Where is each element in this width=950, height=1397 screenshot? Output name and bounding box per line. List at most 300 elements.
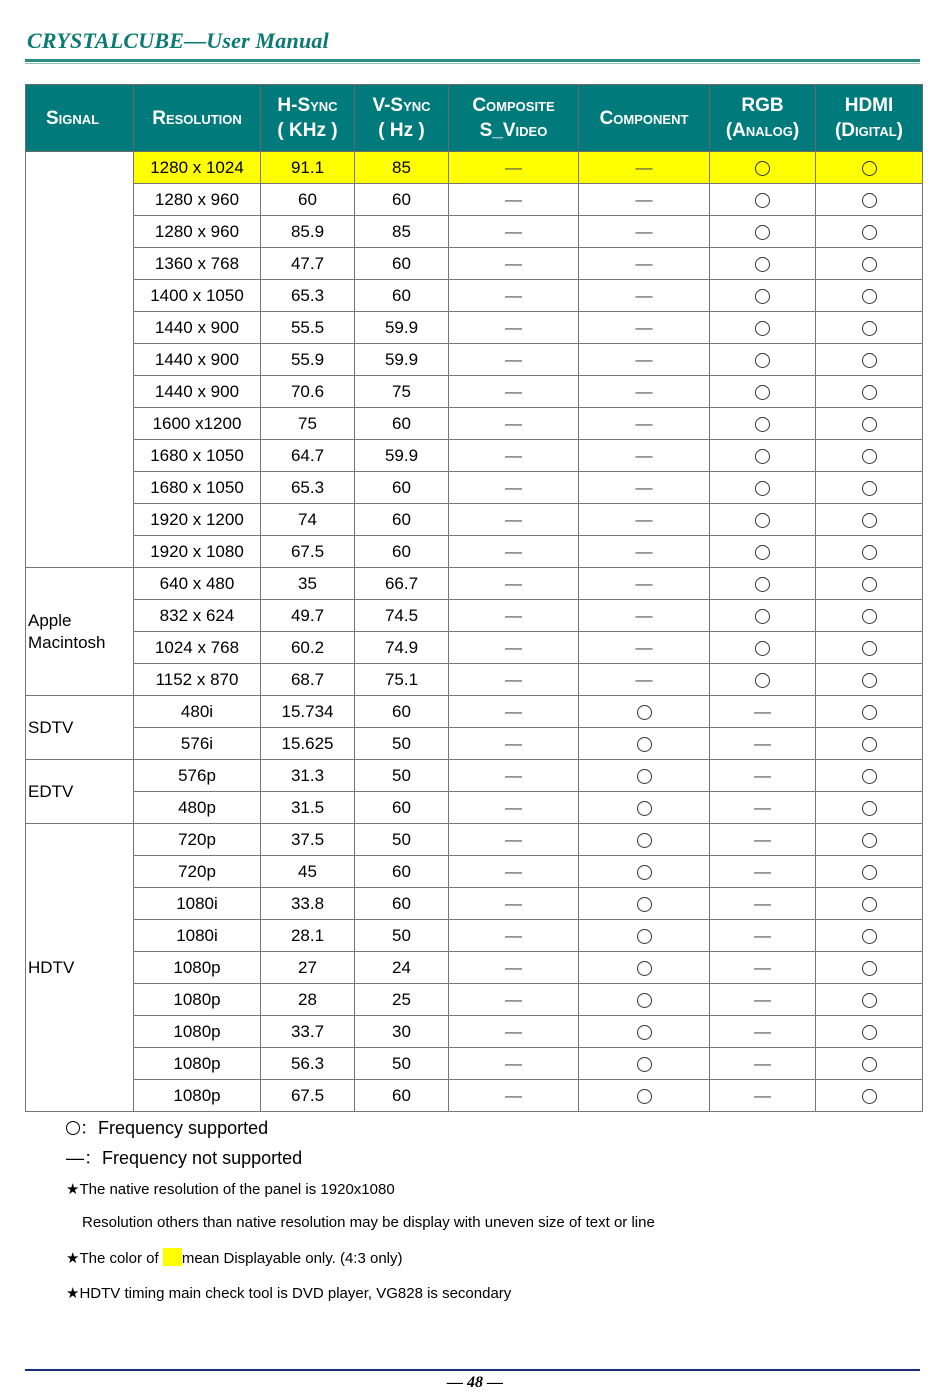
component-cell (579, 280, 710, 312)
hdmi-cell (816, 504, 923, 536)
component-cell (579, 152, 710, 184)
component-cell (579, 344, 710, 376)
legend-not-supported: —：Frequency not supported (66, 1148, 303, 1168)
rgb-cell (710, 728, 816, 760)
vsync-cell: 60 (355, 280, 449, 312)
dash-symbol: — (505, 733, 522, 753)
dash-symbol: — (505, 701, 522, 721)
hdmi-cell (816, 280, 923, 312)
hdmi-cell (816, 440, 923, 472)
component-cell (579, 312, 710, 344)
composite-cell (449, 1048, 579, 1080)
hdmi-cell (816, 760, 923, 792)
circle-icon (862, 577, 877, 592)
circle-icon (637, 737, 652, 752)
hdmi-cell (816, 568, 923, 600)
rgb-cell (710, 408, 816, 440)
hsync-cell: 27 (261, 952, 355, 984)
circle-icon (755, 609, 770, 624)
signal-group-cell: SDTV (26, 696, 134, 760)
composite-cell (449, 632, 579, 664)
component-cell (579, 472, 710, 504)
dash-symbol: — (754, 925, 771, 945)
dash-symbol: — (505, 317, 522, 337)
resolution-cell: 1600 x1200 (134, 408, 261, 440)
circle-icon (755, 321, 770, 336)
circle-icon (862, 673, 877, 688)
rgb-cell (710, 216, 816, 248)
table-row (26, 728, 923, 760)
vsync-cell: 25 (355, 984, 449, 1016)
dash-symbol: — (505, 477, 522, 497)
hsync-cell: 35 (261, 568, 355, 600)
dash-symbol: — (505, 221, 522, 241)
hsync-cell: 45 (261, 856, 355, 888)
rgb-cell (710, 376, 816, 408)
resolution-cell: 1080p (134, 1080, 261, 1112)
component-cell (579, 696, 710, 728)
document-header-title: CRYSTALCUBE—User Manual (27, 28, 329, 53)
vsync-cell: 60 (355, 1080, 449, 1112)
dash-symbol: — (635, 509, 653, 529)
table-row (26, 984, 923, 1016)
dash-symbol: — (505, 189, 522, 209)
resolution-cell: 480p (134, 792, 261, 824)
resolution-cell: 1440 x 900 (134, 376, 261, 408)
legend (66, 1115, 926, 1175)
dash-symbol: — (754, 893, 771, 913)
circle-icon (755, 353, 770, 368)
hsync-cell: 67.5 (261, 536, 355, 568)
dash-symbol: — (505, 253, 522, 273)
circle-icon (862, 225, 877, 240)
vsync-cell: 60 (355, 536, 449, 568)
composite-cell (449, 856, 579, 888)
hsync-cell: 67.5 (261, 1080, 355, 1112)
hsync-cell: 37.5 (261, 824, 355, 856)
header-rule-thin (25, 63, 920, 64)
table-row (26, 472, 923, 504)
table-row (26, 920, 923, 952)
vsync-cell: 50 (355, 728, 449, 760)
circle-icon (862, 961, 877, 976)
circle-icon (862, 161, 877, 176)
rgb-cell (710, 184, 816, 216)
dash-symbol: — (505, 797, 522, 817)
resolution-cell: 1024 x 768 (134, 632, 261, 664)
circle-icon (66, 1121, 80, 1135)
hdmi-cell (816, 248, 923, 280)
hsync-cell: 65.3 (261, 280, 355, 312)
hsync-cell: 60.2 (261, 632, 355, 664)
table-row (26, 1016, 923, 1048)
signal-group-cell: Apple Macintosh (26, 568, 134, 696)
table-row (26, 504, 923, 536)
signal-group-cell (26, 152, 134, 568)
circle-icon (862, 801, 877, 816)
component-cell (579, 920, 710, 952)
dash-symbol: — (505, 989, 522, 1009)
resolution-cell: 640 x 480 (134, 568, 261, 600)
circle-icon (637, 833, 652, 848)
hsync-cell: 85.9 (261, 216, 355, 248)
vsync-cell: 60 (355, 504, 449, 536)
resolution-cell: 1080p (134, 1048, 261, 1080)
vsync-cell: 60 (355, 408, 449, 440)
table-row (26, 696, 923, 728)
col-header-component: Component (579, 85, 710, 152)
component-cell (579, 568, 710, 600)
composite-cell (449, 888, 579, 920)
table-row (26, 280, 923, 312)
table-header-row (26, 85, 923, 152)
rgb-cell (710, 248, 816, 280)
dash-symbol: — (635, 285, 653, 305)
dash-symbol: — (505, 605, 522, 625)
hsync-cell: 28.1 (261, 920, 355, 952)
hsync-cell: 55.9 (261, 344, 355, 376)
resolution-cell: 1080i (134, 888, 261, 920)
circle-icon (862, 865, 877, 880)
dash-symbol: — (635, 573, 653, 593)
dash-symbol: — (635, 253, 653, 273)
table-row (26, 760, 923, 792)
dash-symbol: — (754, 797, 771, 817)
hdmi-cell (816, 344, 923, 376)
circle-icon (755, 225, 770, 240)
circle-icon (862, 769, 877, 784)
hdmi-cell (816, 920, 923, 952)
composite-cell (449, 568, 579, 600)
hdmi-cell (816, 536, 923, 568)
vsync-cell: 60 (355, 472, 449, 504)
composite-cell (449, 472, 579, 504)
dash-symbol: — (754, 1085, 771, 1105)
circle-icon (637, 865, 652, 880)
hdmi-cell (816, 824, 923, 856)
vsync-cell: 74.5 (355, 600, 449, 632)
composite-cell (449, 536, 579, 568)
signal-group-cell: EDTV (26, 760, 134, 824)
dash-symbol: — (505, 381, 522, 401)
circle-icon (862, 641, 877, 656)
circle-icon (862, 257, 877, 272)
dash-symbol: — (505, 349, 522, 369)
hdmi-cell (816, 216, 923, 248)
table-row (26, 408, 923, 440)
circle-icon (637, 801, 652, 816)
resolution-cell: 576p (134, 760, 261, 792)
component-cell (579, 1016, 710, 1048)
hsync-cell: 28 (261, 984, 355, 1016)
hdmi-cell (816, 472, 923, 504)
composite-cell (449, 920, 579, 952)
resolution-cell: 480i (134, 696, 261, 728)
resolution-cell: 1152 x 870 (134, 664, 261, 696)
dash-symbol: — (635, 189, 653, 209)
table-row (26, 376, 923, 408)
dash-symbol: — (754, 861, 771, 881)
hdmi-cell (816, 184, 923, 216)
component-cell (579, 984, 710, 1016)
component-cell (579, 664, 710, 696)
composite-cell (449, 728, 579, 760)
col-header-hdmi: HDMI (Digital) (816, 85, 923, 152)
hsync-cell: 15.734 (261, 696, 355, 728)
vsync-cell: 85 (355, 152, 449, 184)
vsync-cell: 59.9 (355, 440, 449, 472)
component-cell (579, 248, 710, 280)
circle-icon (862, 385, 877, 400)
circle-icon (755, 545, 770, 560)
vsync-cell: 24 (355, 952, 449, 984)
vsync-cell: 59.9 (355, 344, 449, 376)
dash-symbol: — (635, 477, 653, 497)
note-uneven-text: Resolution others than native resolution may be display with uneven size of text or line (82, 1214, 655, 1231)
table-row (26, 952, 923, 984)
table-row (26, 856, 923, 888)
circle-icon (862, 513, 877, 528)
vsync-cell: 75 (355, 376, 449, 408)
hdmi-cell (816, 1080, 923, 1112)
composite-cell (449, 984, 579, 1016)
hdmi-cell (816, 856, 923, 888)
composite-cell (449, 184, 579, 216)
dash-symbol: — (635, 669, 653, 689)
table-row (26, 344, 923, 376)
resolution-cell: 576i (134, 728, 261, 760)
resolution-cell: 720p (134, 856, 261, 888)
rgb-cell (710, 536, 816, 568)
vsync-cell: 66.7 (355, 568, 449, 600)
rgb-cell (710, 472, 816, 504)
composite-cell (449, 152, 579, 184)
dash-symbol: — (505, 509, 522, 529)
composite-cell (449, 216, 579, 248)
circle-icon (637, 929, 652, 944)
rgb-cell (710, 600, 816, 632)
vsync-cell: 60 (355, 248, 449, 280)
vsync-cell: 30 (355, 1016, 449, 1048)
hsync-cell: 56.3 (261, 1048, 355, 1080)
component-cell (579, 600, 710, 632)
component-cell (579, 536, 710, 568)
dash-symbol: — (505, 413, 522, 433)
composite-cell (449, 280, 579, 312)
circle-icon (637, 897, 652, 912)
component-cell (579, 856, 710, 888)
component-cell (579, 408, 710, 440)
component-cell (579, 824, 710, 856)
component-cell (579, 504, 710, 536)
hdmi-cell (816, 408, 923, 440)
circle-icon (862, 993, 877, 1008)
dash-symbol: — (505, 1085, 522, 1105)
hdmi-cell (816, 152, 923, 184)
circle-icon (755, 289, 770, 304)
vsync-cell: 75.1 (355, 664, 449, 696)
composite-cell (449, 824, 579, 856)
dash-symbol: — (635, 637, 653, 657)
resolution-cell: 1360 x 768 (134, 248, 261, 280)
vsync-cell: 85 (355, 216, 449, 248)
composite-cell (449, 1016, 579, 1048)
hdmi-cell (816, 664, 923, 696)
component-cell (579, 376, 710, 408)
hdmi-cell (816, 600, 923, 632)
dash-symbol: — (505, 925, 522, 945)
resolution-cell: 1080p (134, 1016, 261, 1048)
vsync-cell: 60 (355, 856, 449, 888)
table-row (26, 248, 923, 280)
col-header-resolution: Resolution (134, 85, 261, 152)
timing-table-body (26, 152, 923, 1112)
rgb-cell (710, 344, 816, 376)
dash-symbol: — (505, 1053, 522, 1073)
dash-symbol: — (505, 957, 522, 977)
note-highlight-color: ★The color of mean Displayable only. (4:3 only) (66, 1250, 403, 1267)
component-cell (579, 760, 710, 792)
rgb-cell (710, 824, 816, 856)
circle-icon (755, 481, 770, 496)
footer-rule (25, 1369, 920, 1371)
dash-symbol: — (754, 701, 771, 721)
circle-icon (755, 193, 770, 208)
col-header-vsync: V-Sync ( Hz ) (355, 85, 449, 152)
dash-symbol: — (635, 317, 653, 337)
composite-cell (449, 792, 579, 824)
resolution-cell: 1440 x 900 (134, 344, 261, 376)
rgb-cell (710, 1048, 816, 1080)
resolution-cell: 720p (134, 824, 261, 856)
vsync-cell: 60 (355, 888, 449, 920)
circle-icon (862, 833, 877, 848)
rgb-cell (710, 792, 816, 824)
resolution-cell: 1280 x 960 (134, 216, 261, 248)
table-row (26, 152, 923, 184)
col-header-signal: Signal (26, 85, 134, 152)
circle-icon (862, 737, 877, 752)
dash-symbol: — (505, 893, 522, 913)
circle-icon (755, 673, 770, 688)
table-row (26, 888, 923, 920)
rgb-cell (710, 760, 816, 792)
rgb-cell (710, 504, 816, 536)
vsync-cell: 50 (355, 760, 449, 792)
hdmi-cell (816, 888, 923, 920)
vsync-cell: 50 (355, 1048, 449, 1080)
col-header-composite: Composite S_Video (449, 85, 579, 152)
hsync-cell: 15.625 (261, 728, 355, 760)
circle-icon (637, 961, 652, 976)
table-row (26, 792, 923, 824)
rgb-cell (710, 952, 816, 984)
table-row (26, 1080, 923, 1112)
rgb-cell (710, 280, 816, 312)
resolution-cell: 1280 x 960 (134, 184, 261, 216)
dash-symbol: — (505, 829, 522, 849)
composite-cell (449, 600, 579, 632)
dash-symbol: — (505, 573, 522, 593)
rgb-cell (710, 1080, 816, 1112)
table-row (26, 632, 923, 664)
dash-symbol: — (505, 861, 522, 881)
note-hdtv-tool: ★HDTV timing main check tool is DVD player, VG828 is secondary (66, 1285, 512, 1302)
col-header-rgb: RGB (Analog) (710, 85, 816, 152)
resolution-cell: 1080p (134, 984, 261, 1016)
table-row (26, 216, 923, 248)
table-row (26, 440, 923, 472)
hsync-cell: 47.7 (261, 248, 355, 280)
resolution-cell: 1080i (134, 920, 261, 952)
composite-cell (449, 1080, 579, 1112)
hdmi-cell (816, 984, 923, 1016)
vsync-cell: 50 (355, 920, 449, 952)
circle-icon (862, 1025, 877, 1040)
circle-icon (862, 545, 877, 560)
composite-cell (449, 440, 579, 472)
dash-symbol: — (505, 669, 522, 689)
circle-icon (862, 417, 877, 432)
vsync-cell: 59.9 (355, 312, 449, 344)
circle-icon (755, 513, 770, 528)
dash-symbol: — (635, 157, 653, 177)
rgb-cell (710, 856, 816, 888)
circle-icon (862, 481, 877, 496)
vsync-cell: 74.9 (355, 632, 449, 664)
composite-cell (449, 696, 579, 728)
table-row (26, 536, 923, 568)
resolution-cell: 1280 x 1024 (134, 152, 261, 184)
component-cell (579, 728, 710, 760)
table-row (26, 600, 923, 632)
hdmi-cell (816, 312, 923, 344)
dash-symbol: — (754, 1021, 771, 1041)
circle-icon (862, 929, 877, 944)
hsync-cell: 65.3 (261, 472, 355, 504)
circle-icon (755, 161, 770, 176)
circle-icon (862, 1089, 877, 1104)
rgb-cell (710, 696, 816, 728)
rgb-cell (710, 312, 816, 344)
circle-icon (862, 289, 877, 304)
composite-cell (449, 952, 579, 984)
hdmi-cell (816, 1016, 923, 1048)
hdmi-cell (816, 1048, 923, 1080)
table-row (26, 1048, 923, 1080)
dash-symbol: — (505, 1021, 522, 1041)
timing-table (25, 84, 923, 1112)
vsync-cell: 60 (355, 792, 449, 824)
note-native-resolution: ★The native resolution of the panel is 1920x1080 (66, 1181, 395, 1198)
circle-icon (862, 353, 877, 368)
dash-symbol: — (635, 413, 653, 433)
resolution-cell: 1080p (134, 952, 261, 984)
circle-icon (637, 1089, 652, 1104)
component-cell (579, 1080, 710, 1112)
hsync-cell: 68.7 (261, 664, 355, 696)
rgb-cell (710, 152, 816, 184)
hdmi-cell (816, 696, 923, 728)
circle-icon (862, 1057, 877, 1072)
hsync-cell: 74 (261, 504, 355, 536)
component-cell (579, 952, 710, 984)
composite-cell (449, 408, 579, 440)
table-row (26, 568, 923, 600)
circle-icon (755, 641, 770, 656)
hsync-cell: 33.7 (261, 1016, 355, 1048)
dash-symbol: — (754, 957, 771, 977)
